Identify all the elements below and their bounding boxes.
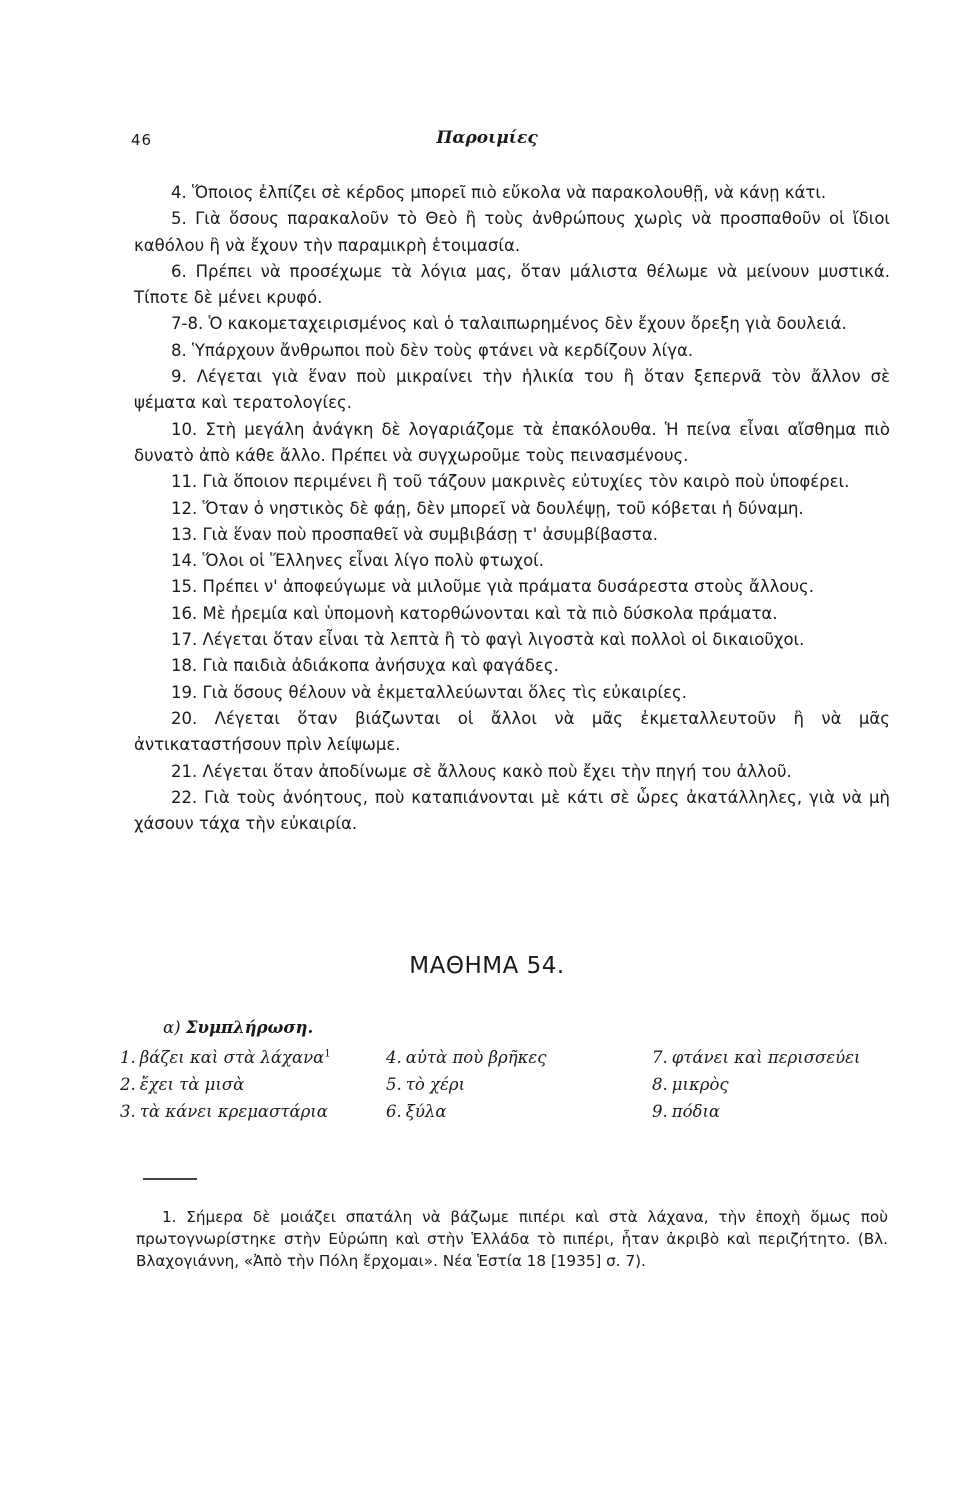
answer-number: 5. bbox=[386, 1075, 402, 1094]
answer-number: 8. bbox=[652, 1075, 668, 1094]
answer-item bbox=[386, 1075, 465, 1094]
paragraph-7-8: 7-8. Ὁ κακομεταχειρισμένος καὶ ὁ ταλαιπωρημένος δὲν ἔχουν ὄρεξη γιὰ δουλειά. bbox=[171, 314, 847, 334]
answer-number: 7. bbox=[652, 1048, 668, 1067]
answer-item bbox=[652, 1048, 860, 1067]
paragraph-4: 4. Ὅποιος ἐλπίζει σὲ κέρδος μπορεῖ πιὸ εὔκολα νὰ παρακολουθῇ, νὰ κάνῃ κάτι. bbox=[171, 183, 827, 202]
answer-text: αὐτὰ ποὺ βρῆκες bbox=[405, 1048, 547, 1067]
answer-text: ἔχει τὰ μισὰ bbox=[139, 1075, 245, 1094]
footnote-divider bbox=[143, 1178, 197, 1180]
footnote bbox=[136, 1206, 888, 1272]
answer-number: 2. bbox=[120, 1075, 136, 1094]
paragraph-12: 12. Ὅταν ὁ νηστικὸς δὲ φάῃ, δὲν μπορεῖ νὰ δουλέψῃ, τοῦ κόβεται ἡ δύναμη. bbox=[171, 498, 804, 518]
section-title: Συμπλήρωση. bbox=[185, 1018, 314, 1037]
answer-number: 9. bbox=[652, 1102, 668, 1121]
answer-number: 3. bbox=[120, 1102, 136, 1121]
footnote-marker: 1 bbox=[324, 1048, 331, 1060]
answer-item bbox=[120, 1048, 331, 1067]
answer-text: ξύλα bbox=[405, 1102, 447, 1121]
paragraph-20: 20. Λέγεται ὅταν βιάζωνται οἱ ἄλλοι νὰ μᾶς ἐκμεταλλευτοῦν ἢ νὰ μᾶς ἀντικαταστήσουν πρὶν λείψωμε. bbox=[134, 708, 890, 755]
paragraph-17: 17. Λέγεται ὅταν εἶναι τὰ λεπτὰ ἢ τὸ φαγὶ λιγοστὰ καὶ πολλοὶ οἱ δικαιοῦχοι. bbox=[171, 630, 805, 650]
answer-text: μικρὸς bbox=[671, 1075, 729, 1094]
answer-item bbox=[652, 1102, 720, 1121]
paragraph-16: 16. Μὲ ἠρεμία καὶ ὑπομονὴ κατορθώνονται καὶ τὰ πιὸ δύσκολα πράματα. bbox=[171, 603, 778, 623]
answer-number: 4. bbox=[386, 1048, 402, 1067]
paragraph-10: 10. Στὴ μεγάλη ἀνάγκη δὲ λογαριάζομε τὰ ἐπακόλουθα. Ἡ πείνα εἶναι αἴσθημα πιὸ δυνατὸ ἀπὸ κάθε ἄλλο. Πρέπει νὰ συγχωροῦμε τοὺς πεινασμένους. bbox=[134, 419, 890, 465]
paragraph-11: 11. Γιὰ ὅποιον περιμένει ἢ τοῦ τάζουν μακρινὲς εὐτυχίες τὸν καιρὸ ποὺ ὑποφέρει. bbox=[171, 472, 850, 492]
paragraph-5: 5. Γιὰ ὅσους παρακαλοῦν τὸ Θεὸ ἢ τοὺς ἀνθρώπους χωρὶς νὰ προσπαθοῦν οἱ ἴδιοι καθόλου ἢ νὰ ἔχουν τὴν παραμικρὴ ἑτοιμασία. bbox=[134, 209, 890, 255]
paragraph-18: 18. Γιὰ παιδιὰ ἀδιάκοπα ἀνήσυχα καὶ φαγάδες. bbox=[171, 656, 559, 676]
lesson-title: ΜΑΘΗΜΑ 54. bbox=[409, 953, 565, 979]
answer-number: 6. bbox=[386, 1102, 402, 1121]
section-heading bbox=[163, 1018, 313, 1037]
page-number: 46 bbox=[131, 131, 153, 149]
paragraph-6: 6. Πρέπει νὰ προσέχωμε τὰ λόγια μας, ὅταν μάλιστα θέλωμε νὰ μείνουν μυστικά. Τίποτε δὲ μένει κρυφό. bbox=[134, 261, 890, 308]
answer-text: τὸ χέρι bbox=[405, 1075, 466, 1094]
footnote-text: 1. Σήμερα δὲ μοιάζει σπατάλη νὰ βάζωμε πιπέρι καὶ στὰ λάχανα, τὴν ἐποχὴ ὅμως ποὺ πρωτογνωρίστηκε στὴν Εὐρώπη καὶ στὴν Ἑλλάδα τὸ πιπέρι, ἦταν ἀκριβὸ καὶ περιζήτητο. (Βλ. Βλαχογιάννη, «Ἀπὸ τὴν Πόλη ἔρχομαι». Νέα Ἑστία 18 [1935] σ. 7). bbox=[136, 1208, 888, 1270]
answer-number: 1. bbox=[120, 1048, 136, 1067]
running-head: Παροιμίες bbox=[436, 128, 538, 148]
answer-text: φτάνει καὶ περισσεύει bbox=[671, 1048, 861, 1067]
paragraph-15: 15. Πρέπει ν' ἀποφεύγωμε νὰ μιλοῦμε γιὰ πράματα δυσάρεστα στοὺς ἄλλους. bbox=[171, 577, 814, 597]
paragraph-8: 8. Ὑπάρχουν ἄνθρωποι ποὺ δὲν τοὺς φτάνει νὰ κερδίζουν λίγα. bbox=[171, 340, 694, 360]
answer-text: πόδια bbox=[671, 1102, 721, 1121]
paragraph-22: 22. Γιὰ τοὺς ἀνόητους, ποὺ καταπιάνονται μὲ κάτι σὲ ὧρες ἀκατάλληλες, γιὰ νὰ μὴ χάσουν τάχα τὴν εὐκαιρία. bbox=[134, 787, 890, 834]
answer-text: τὰ κάνει κρεμαστάρια bbox=[139, 1102, 328, 1121]
section-label: α) bbox=[163, 1018, 181, 1037]
paragraph-9: 9. Λέγεται γιὰ ἕναν ποὺ μικραίνει τὴν ἡλικία του ἢ ὅταν ξεπερνᾶ τὸν ἄλλον σὲ ψέματα καὶ τερατολογίες. bbox=[134, 367, 890, 413]
answer-item bbox=[386, 1048, 547, 1067]
paragraph-19: 19. Γιὰ ὅσους θέλουν νὰ ἐκμεταλλεύωνται ὅλες τὶς εὐκαιρίες. bbox=[171, 682, 687, 702]
answer-item bbox=[386, 1102, 446, 1121]
answer-item bbox=[120, 1075, 244, 1094]
paragraph-21: 21. Λέγεται ὅταν ἀποδίνωμε σὲ ἄλλους κακὸ ποὺ ἔχει τὴν πηγή του ἀλλοῦ. bbox=[171, 761, 792, 781]
answer-text: βάζει καὶ στὰ λάχανα bbox=[139, 1048, 325, 1067]
paragraph-14: 14. Ὅλοι οἱ Ἕλληνες εἶναι λίγο πολὺ φτωχοί. bbox=[171, 551, 545, 571]
proverb-explanations bbox=[134, 180, 890, 837]
answer-item bbox=[652, 1075, 729, 1094]
paragraph-13: 13. Γιὰ ἕναν ποὺ προσπαθεῖ νὰ συμβιβάσῃ τ' ἀσυμβίβαστα. bbox=[171, 524, 658, 544]
answer-item bbox=[120, 1102, 328, 1121]
